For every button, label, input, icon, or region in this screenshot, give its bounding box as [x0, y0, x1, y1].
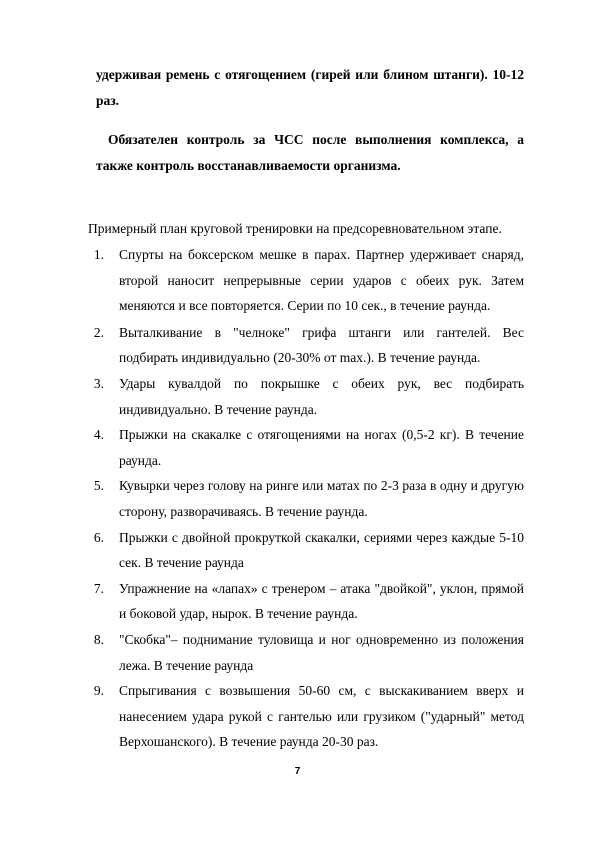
list-item	[84, 576, 524, 627]
list-item-text: Спурты на боксерском мешке в парах. Партнер удерживает снаряд, второй наносит непрерывные серии ударов с обеих рук. Затем меняются и все повторяется. Серии по 10 сек., в течение раунда.	[119, 247, 524, 314]
training-plan-list	[84, 242, 524, 755]
list-item	[84, 678, 524, 755]
paragraph-hr-control	[96, 127, 524, 179]
page-number: 7	[294, 766, 301, 777]
list-item-text: Спрыгивания с возвышения 50-60 см, с выскакиванием вверх и нанесением удара рукой с гантелью или грузиком ("ударный" метод Верхошанского). В течение раунда 20-30 раз.	[119, 683, 524, 750]
list-item	[84, 525, 524, 576]
list-item-text: Удары кувалдой по покрышке с обеих рук, вес подбирать индивидуально. В течение раунда.	[119, 375, 524, 417]
paragraph-continuation: удерживая ремень с отягощением (гирей или блином штанги). 10-12 раз.	[96, 67, 524, 108]
list-item	[84, 320, 524, 371]
list-item-text: Прыжки с двойной прокруткой скакалки, сериями через каждые 5-10 сек. В течение раунда	[119, 529, 524, 571]
list-item-number: 2.	[93, 324, 104, 340]
list-item-number: 4.	[93, 427, 104, 443]
list-item-text: Упражнение на «лапах» с тренером – атака "двойкой", уклон, прямой и боковой удар, нырок. В течение раунда.	[119, 580, 524, 622]
list-item	[84, 371, 524, 422]
list-item-number: 8.	[93, 631, 104, 647]
list-item-text: Кувырки через голову на ринге или матах по 2-3 раза в одну и другую сторону, разворачиваясь. В течение раунда.	[119, 478, 524, 519]
list-item-number: 9.	[93, 683, 104, 699]
list-item	[84, 473, 524, 524]
list-item	[84, 242, 524, 319]
list-item-number: 3.	[93, 375, 104, 391]
plan-intro: Примерный план круговой тренировки на предсоревновательном этапе.	[88, 221, 502, 236]
list-item	[84, 627, 524, 678]
list-item-number: 6.	[93, 529, 104, 545]
list-item-number: 1.	[93, 247, 104, 262]
list-item-text: Прыжки на скакалке с отягощениями на ногах (0,5-2 кг). В течение раунда.	[119, 427, 524, 468]
paragraph-hr-control-text: Обязателен контроль за ЧСС после выполнения комплекса, а также контроль восстанавливаемости организма.	[96, 132, 524, 173]
list-item-number: 7.	[93, 580, 104, 596]
list-item	[84, 422, 524, 473]
list-item-number: 5.	[93, 478, 104, 494]
list-item-text: Выталкивание в "челноке" грифа штанги или гантелей. Вес подбирать индивидуально (20-30% от max.). В течение раунда.	[119, 324, 524, 366]
list-item-text: "Скобка"– поднимание туловища и ног одновременно из положения лежа. В течение раунда	[119, 631, 524, 673]
